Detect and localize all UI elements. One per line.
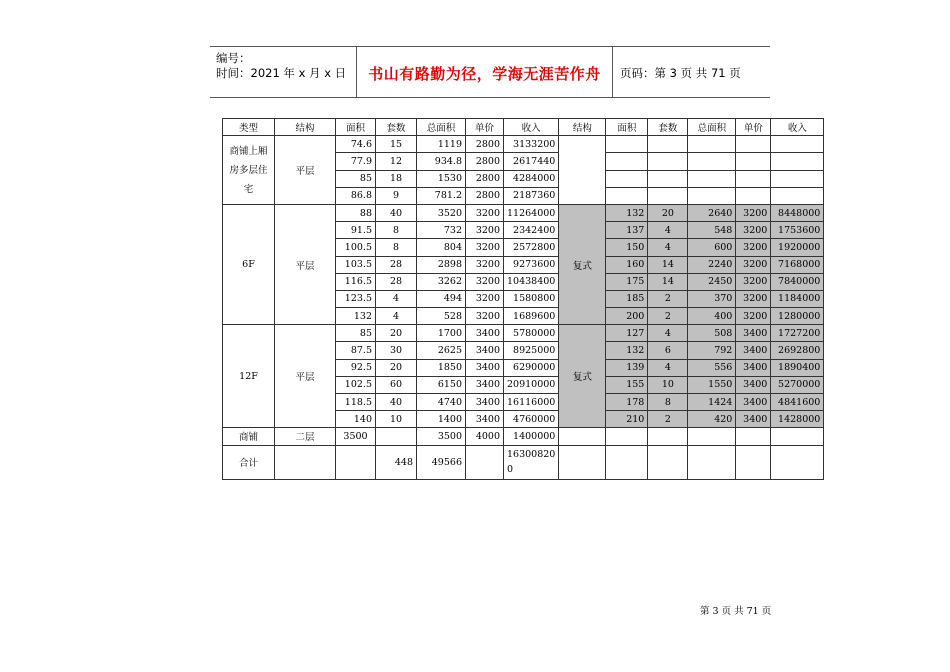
data-cell — [376, 428, 417, 445]
data-cell: 420 — [688, 411, 736, 428]
data-cell: 2898 — [417, 256, 466, 273]
data-cell: 86.8 — [336, 187, 376, 204]
data-cell: 3200 — [736, 204, 771, 221]
data-cell: 2800 — [466, 153, 504, 170]
row-structure-cell: 平层 — [275, 325, 336, 428]
data-cell: 3500 — [417, 428, 466, 445]
data-cell: 804 — [417, 239, 466, 256]
data-cell: 85 — [336, 170, 376, 187]
data-cell — [736, 170, 771, 187]
data-cell — [336, 445, 376, 479]
data-cell: 2800 — [466, 136, 504, 153]
column-header: 面积 — [606, 119, 648, 136]
page-indicator: 页码：第 3 页 共 71 页 — [620, 66, 741, 80]
data-cell: 2 — [648, 411, 688, 428]
data-cell: 3200 — [736, 239, 771, 256]
data-cell — [688, 187, 736, 204]
data-cell: 1428000 — [771, 411, 824, 428]
data-cell: 4 — [648, 222, 688, 239]
data-cell: 10438400 — [504, 273, 559, 290]
data-cell: 781.2 — [417, 187, 466, 204]
data-cell: 87.5 — [336, 342, 376, 359]
column-header: 总面积 — [688, 119, 736, 136]
row-type-cell: 商铺上厢房多层住宅 — [223, 136, 275, 205]
data-cell — [606, 428, 648, 445]
row-structure-cell: 复式 — [559, 325, 606, 428]
data-cell — [688, 170, 736, 187]
data-cell: 508 — [688, 325, 736, 342]
data-cell: 2692800 — [771, 342, 824, 359]
data-cell: 10 — [648, 376, 688, 393]
data-cell — [606, 153, 648, 170]
data-cell: 1550 — [688, 376, 736, 393]
data-cell: 3400 — [736, 394, 771, 411]
total-income-line: 16300820 — [507, 449, 556, 461]
data-cell: 1400 — [417, 411, 466, 428]
data-cell: 77.9 — [336, 153, 376, 170]
data-cell: 127 — [606, 325, 648, 342]
data-cell: 4 — [648, 325, 688, 342]
data-cell — [771, 428, 824, 445]
table-header-row — [223, 119, 824, 136]
data-cell — [559, 428, 606, 445]
data-cell: 132 — [606, 342, 648, 359]
data-cell: 185 — [606, 290, 648, 307]
data-cell — [771, 445, 824, 479]
data-cell — [736, 153, 771, 170]
data-cell: 9273600 — [504, 256, 559, 273]
data-cell — [648, 170, 688, 187]
table-row — [223, 325, 824, 342]
data-cell: 92.5 — [336, 359, 376, 376]
data-cell: 2800 — [466, 170, 504, 187]
total-row — [223, 445, 824, 479]
header-meta — [216, 51, 346, 81]
data-cell: 3200 — [736, 290, 771, 307]
data-cell: 3200 — [466, 308, 504, 325]
data-cell: 3400 — [736, 376, 771, 393]
data-cell — [606, 445, 648, 479]
column-header: 单价 — [736, 119, 771, 136]
data-cell: 3200 — [466, 204, 504, 221]
data-cell — [466, 445, 504, 479]
data-cell — [559, 445, 606, 479]
data-cell: 4 — [376, 290, 417, 307]
data-cell: 150 — [606, 239, 648, 256]
data-cell: 88 — [336, 204, 376, 221]
column-header: 收入 — [504, 119, 559, 136]
data-cell: 10 — [376, 411, 417, 428]
data-cell: 1890400 — [771, 359, 824, 376]
data-cell: 4 — [376, 308, 417, 325]
row-type-cell: 12F — [223, 325, 275, 428]
doc-date: 时间：2021 年 x 月 x 日 — [216, 66, 347, 80]
row-type-cell: 商铺 — [223, 428, 275, 445]
data-cell — [771, 136, 824, 153]
data-cell: 3400 — [736, 359, 771, 376]
row-structure-cell: 平层 — [275, 204, 336, 324]
data-cell: 15 — [376, 136, 417, 153]
data-cell: 1530 — [417, 170, 466, 187]
column-header: 单价 — [466, 119, 504, 136]
data-cell: 20910000 — [504, 376, 559, 393]
data-cell: 3400 — [736, 411, 771, 428]
row-type-cell: 6F — [223, 204, 275, 324]
table-row — [223, 136, 824, 153]
data-cell: 200 — [606, 308, 648, 325]
data-cell: 8925000 — [504, 342, 559, 359]
row-structure-cell — [559, 136, 606, 205]
data-cell: 103.5 — [336, 256, 376, 273]
data-cell: 40 — [376, 394, 417, 411]
data-cell — [771, 170, 824, 187]
data-cell: 3133200 — [504, 136, 559, 153]
column-header: 总面积 — [417, 119, 466, 136]
data-cell: 548 — [688, 222, 736, 239]
data-cell: 2625 — [417, 342, 466, 359]
data-cell — [606, 170, 648, 187]
row-structure-cell: 平层 — [275, 136, 336, 205]
data-cell: 8448000 — [771, 204, 824, 221]
data-cell: 528 — [417, 308, 466, 325]
data-cell: 4841600 — [771, 394, 824, 411]
data-cell: 116.5 — [336, 273, 376, 290]
data-cell: 20 — [648, 204, 688, 221]
data-cell — [275, 445, 336, 479]
data-cell: 1184000 — [771, 290, 824, 307]
housing-income-table — [222, 118, 824, 480]
data-cell: 16116000 — [504, 394, 559, 411]
data-cell — [606, 136, 648, 153]
data-cell: 40 — [376, 204, 417, 221]
data-cell: 2800 — [466, 187, 504, 204]
page-footer: 第 3 页 共 71 页 — [700, 606, 772, 617]
total-income-cell — [504, 445, 559, 479]
data-cell: 600 — [688, 239, 736, 256]
data-cell: 9 — [376, 187, 417, 204]
data-cell: 210 — [606, 411, 648, 428]
shop-row — [223, 428, 824, 445]
data-cell: 934.8 — [417, 153, 466, 170]
data-cell: 28 — [376, 273, 417, 290]
data-cell: 91.5 — [336, 222, 376, 239]
data-cell: 3200 — [466, 222, 504, 239]
data-cell: 4 — [648, 239, 688, 256]
data-cell: 2 — [648, 290, 688, 307]
data-cell: 5270000 — [771, 376, 824, 393]
data-cell: 8 — [648, 394, 688, 411]
data-cell: 6150 — [417, 376, 466, 393]
data-cell: 3200 — [466, 256, 504, 273]
data-cell — [606, 187, 648, 204]
column-header: 套数 — [648, 119, 688, 136]
data-cell: 60 — [376, 376, 417, 393]
data-cell — [736, 187, 771, 204]
data-cell: 3200 — [466, 290, 504, 307]
data-cell: 1424 — [688, 394, 736, 411]
data-cell — [648, 153, 688, 170]
data-cell: 3200 — [736, 256, 771, 273]
data-cell — [771, 153, 824, 170]
data-cell: 1850 — [417, 359, 466, 376]
data-cell: 1727200 — [771, 325, 824, 342]
data-cell: 2342400 — [504, 222, 559, 239]
data-cell: 3400 — [466, 394, 504, 411]
data-cell: 118.5 — [336, 394, 376, 411]
data-cell: 4284000 — [504, 170, 559, 187]
data-cell: 4000 — [466, 428, 504, 445]
data-cell: 123.5 — [336, 290, 376, 307]
data-cell: 1689600 — [504, 308, 559, 325]
motto: 书山有路勤为径，学海无涯苦作舟 — [368, 65, 601, 83]
row-structure-cell: 二层 — [275, 428, 336, 445]
data-cell: 12 — [376, 153, 417, 170]
data-cell: 2450 — [688, 273, 736, 290]
data-cell: 1119 — [417, 136, 466, 153]
data-cell — [771, 187, 824, 204]
data-cell — [688, 445, 736, 479]
column-header: 面积 — [336, 119, 376, 136]
data-cell — [648, 445, 688, 479]
data-cell: 155 — [606, 376, 648, 393]
row-structure-cell: 复式 — [559, 204, 606, 324]
column-header: 套数 — [376, 119, 417, 136]
data-cell: 1400000 — [504, 428, 559, 445]
data-cell: 3400 — [466, 359, 504, 376]
total-count-cell: 448 — [376, 445, 417, 479]
data-cell: 1280000 — [771, 308, 824, 325]
data-cell: 7168000 — [771, 256, 824, 273]
data-cell: 370 — [688, 290, 736, 307]
data-cell: 20 — [376, 325, 417, 342]
data-cell: 4 — [648, 359, 688, 376]
total-label-cell: 合计 — [223, 445, 275, 479]
total-area-cell: 49566 — [417, 445, 466, 479]
data-cell: 3200 — [736, 222, 771, 239]
data-cell — [648, 428, 688, 445]
data-cell: 6 — [648, 342, 688, 359]
column-header: 收入 — [771, 119, 824, 136]
data-cell: 132 — [606, 204, 648, 221]
data-cell: 160 — [606, 256, 648, 273]
data-cell: 3262 — [417, 273, 466, 290]
total-income-line: 0 — [507, 464, 514, 476]
data-cell: 30 — [376, 342, 417, 359]
data-cell: 5780000 — [504, 325, 559, 342]
data-cell — [688, 153, 736, 170]
data-cell: 2240 — [688, 256, 736, 273]
page-header — [210, 46, 770, 98]
data-cell: 6290000 — [504, 359, 559, 376]
data-cell: 2572800 — [504, 239, 559, 256]
data-cell: 2187360 — [504, 187, 559, 204]
data-cell: 137 — [606, 222, 648, 239]
data-cell: 400 — [688, 308, 736, 325]
data-cell — [688, 136, 736, 153]
data-cell: 175 — [606, 273, 648, 290]
data-cell: 1753600 — [771, 222, 824, 239]
data-cell: 85 — [336, 325, 376, 342]
data-cell: 139 — [606, 359, 648, 376]
data-cell — [688, 428, 736, 445]
data-cell: 7840000 — [771, 273, 824, 290]
data-cell: 140 — [336, 411, 376, 428]
data-cell: 132 — [336, 308, 376, 325]
data-cell: 178 — [606, 394, 648, 411]
data-cell: 3400 — [736, 342, 771, 359]
column-header: 类型 — [223, 119, 275, 136]
data-cell: 100.5 — [336, 239, 376, 256]
data-cell — [736, 428, 771, 445]
data-cell — [648, 187, 688, 204]
data-cell: 3200 — [736, 308, 771, 325]
data-cell: 792 — [688, 342, 736, 359]
data-cell: 3400 — [736, 325, 771, 342]
data-cell: 2640 — [688, 204, 736, 221]
data-cell: 3200 — [466, 273, 504, 290]
data-cell: 102.5 — [336, 376, 376, 393]
data-cell: 3400 — [466, 376, 504, 393]
data-cell: 14 — [648, 256, 688, 273]
data-cell: 18 — [376, 170, 417, 187]
data-cell: 11264000 — [504, 204, 559, 221]
data-cell: 8 — [376, 239, 417, 256]
data-cell: 1920000 — [771, 239, 824, 256]
data-cell: 3500 — [336, 428, 376, 445]
data-cell: 3400 — [466, 342, 504, 359]
data-cell: 8 — [376, 222, 417, 239]
data-cell: 4740 — [417, 394, 466, 411]
data-cell: 494 — [417, 290, 466, 307]
data-cell: 1580800 — [504, 290, 559, 307]
data-cell: 3400 — [466, 325, 504, 342]
column-header: 结构 — [275, 119, 336, 136]
data-cell: 4760000 — [504, 411, 559, 428]
header-motto-box — [356, 47, 613, 97]
doc-number: 编号： — [216, 51, 251, 65]
data-cell — [736, 136, 771, 153]
data-cell — [648, 136, 688, 153]
data-cell: 2 — [648, 308, 688, 325]
data-cell: 2617440 — [504, 153, 559, 170]
data-cell: 14 — [648, 273, 688, 290]
data-cell: 1700 — [417, 325, 466, 342]
data-cell — [736, 445, 771, 479]
data-cell: 74.6 — [336, 136, 376, 153]
column-header: 结构 — [559, 119, 606, 136]
data-cell: 3200 — [466, 239, 504, 256]
data-cell: 28 — [376, 256, 417, 273]
table-row — [223, 204, 824, 221]
data-cell: 3400 — [466, 411, 504, 428]
data-cell: 20 — [376, 359, 417, 376]
data-cell: 3520 — [417, 204, 466, 221]
data-cell: 3200 — [736, 273, 771, 290]
data-cell: 732 — [417, 222, 466, 239]
data-cell: 556 — [688, 359, 736, 376]
